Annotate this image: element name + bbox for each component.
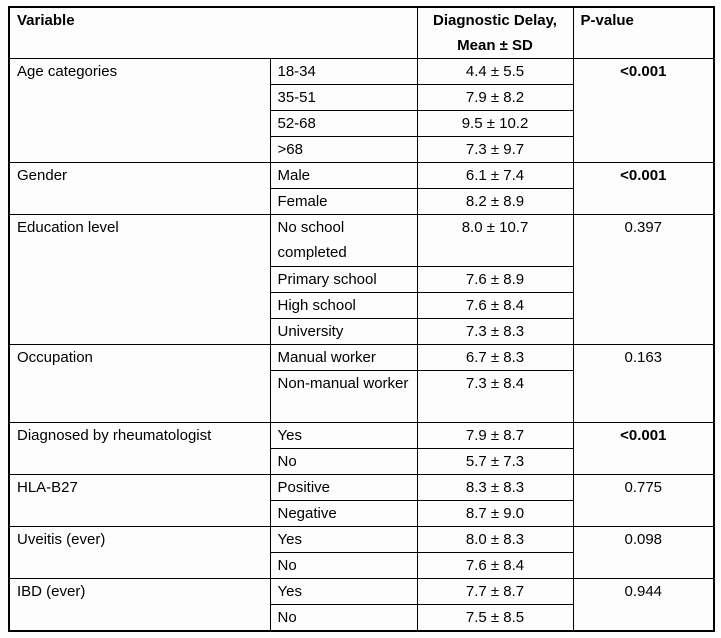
header-diagnostic-delay xyxy=(417,7,573,59)
mean-sd-cell: 7.6 ± 8.4 xyxy=(417,553,573,579)
mean-sd-cell: 7.5 ± 8.5 xyxy=(417,605,573,632)
category-cell: Non-manual worker xyxy=(270,371,417,423)
category-cell: 18-34 xyxy=(270,59,417,85)
mean-sd-cell: 7.9 ± 8.2 xyxy=(417,85,573,111)
mean-sd-cell: 8.2 ± 8.9 xyxy=(417,189,573,215)
mean-sd-cell: 4.4 ± 5.5 xyxy=(417,59,573,85)
variable-cell-diagnosed-by-rheumatologist: Diagnosed by rheumatologist xyxy=(9,423,270,475)
category-cell: Male xyxy=(270,163,417,189)
category-cell: University xyxy=(270,319,417,345)
category-cell: No xyxy=(270,449,417,475)
table-row xyxy=(9,59,714,85)
variable-cell-age-categories: Age categories xyxy=(9,59,270,163)
category-cell: Yes xyxy=(270,579,417,605)
table-row xyxy=(9,163,714,189)
category-cell: No xyxy=(270,605,417,632)
mean-sd-cell: 6.7 ± 8.3 xyxy=(417,345,573,371)
mean-sd-cell: 8.7 ± 9.0 xyxy=(417,501,573,527)
table-row xyxy=(9,475,714,501)
category-cell: Yes xyxy=(270,423,417,449)
mean-sd-cell: 7.6 ± 8.4 xyxy=(417,293,573,319)
mean-sd-cell: 8.0 ± 8.3 xyxy=(417,527,573,553)
p-value-cell: <0.001 xyxy=(573,59,714,163)
category-cell: >68 xyxy=(270,137,417,163)
category-cell: 52-68 xyxy=(270,111,417,137)
category-cell: Female xyxy=(270,189,417,215)
mean-sd-cell: 5.7 ± 7.3 xyxy=(417,449,573,475)
category-cell: Yes xyxy=(270,527,417,553)
p-value-cell: <0.001 xyxy=(573,423,714,475)
variable-cell-uveitis-ever: Uveitis (ever) xyxy=(9,527,270,579)
table-row xyxy=(9,579,714,605)
table-row xyxy=(9,527,714,553)
mean-sd-cell: 7.3 ± 9.7 xyxy=(417,137,573,163)
variable-cell-gender: Gender xyxy=(9,163,270,215)
mean-sd-cell: 8.3 ± 8.3 xyxy=(417,475,573,501)
mean-sd-cell: 6.1 ± 7.4 xyxy=(417,163,573,189)
category-cell: Negative xyxy=(270,501,417,527)
diagnostic-delay-table xyxy=(8,6,715,632)
mean-sd-cell: 9.5 ± 10.2 xyxy=(417,111,573,137)
header-pvalue: P-value xyxy=(573,7,714,59)
header-row xyxy=(9,7,714,59)
p-value-cell: 0.944 xyxy=(573,579,714,632)
header-variable: Variable xyxy=(9,7,417,59)
category-cell: Positive xyxy=(270,475,417,501)
table-row xyxy=(9,423,714,449)
mean-sd-cell: 7.3 ± 8.4 xyxy=(417,371,573,423)
p-value-cell: <0.001 xyxy=(573,163,714,215)
category-cell: Manual worker xyxy=(270,345,417,371)
table-row xyxy=(9,345,714,371)
category-cell: No school completed xyxy=(270,215,417,267)
mean-sd-cell: 7.7 ± 8.7 xyxy=(417,579,573,605)
category-cell: Primary school xyxy=(270,267,417,293)
mean-sd-cell: 7.6 ± 8.9 xyxy=(417,267,573,293)
category-cell: No xyxy=(270,553,417,579)
mean-sd-cell: 8.0 ± 10.7 xyxy=(417,215,573,267)
table-row xyxy=(9,215,714,267)
p-value-cell: 0.775 xyxy=(573,475,714,527)
header-delay-line1: Diagnostic Delay, xyxy=(433,12,557,29)
p-value-cell: 0.163 xyxy=(573,345,714,423)
p-value-cell: 0.098 xyxy=(573,527,714,579)
header-delay-line2: Mean ± SD xyxy=(457,37,533,54)
variable-cell-occupation: Occupation xyxy=(9,345,270,423)
p-value-cell: 0.397 xyxy=(573,215,714,345)
variable-cell-hla-b27: HLA-B27 xyxy=(9,475,270,527)
variable-cell-ibd-ever: IBD (ever) xyxy=(9,579,270,632)
category-cell: 35-51 xyxy=(270,85,417,111)
variable-cell-education-level: Education level xyxy=(9,215,270,345)
mean-sd-cell: 7.9 ± 8.7 xyxy=(417,423,573,449)
category-cell: High school xyxy=(270,293,417,319)
mean-sd-cell: 7.3 ± 8.3 xyxy=(417,319,573,345)
